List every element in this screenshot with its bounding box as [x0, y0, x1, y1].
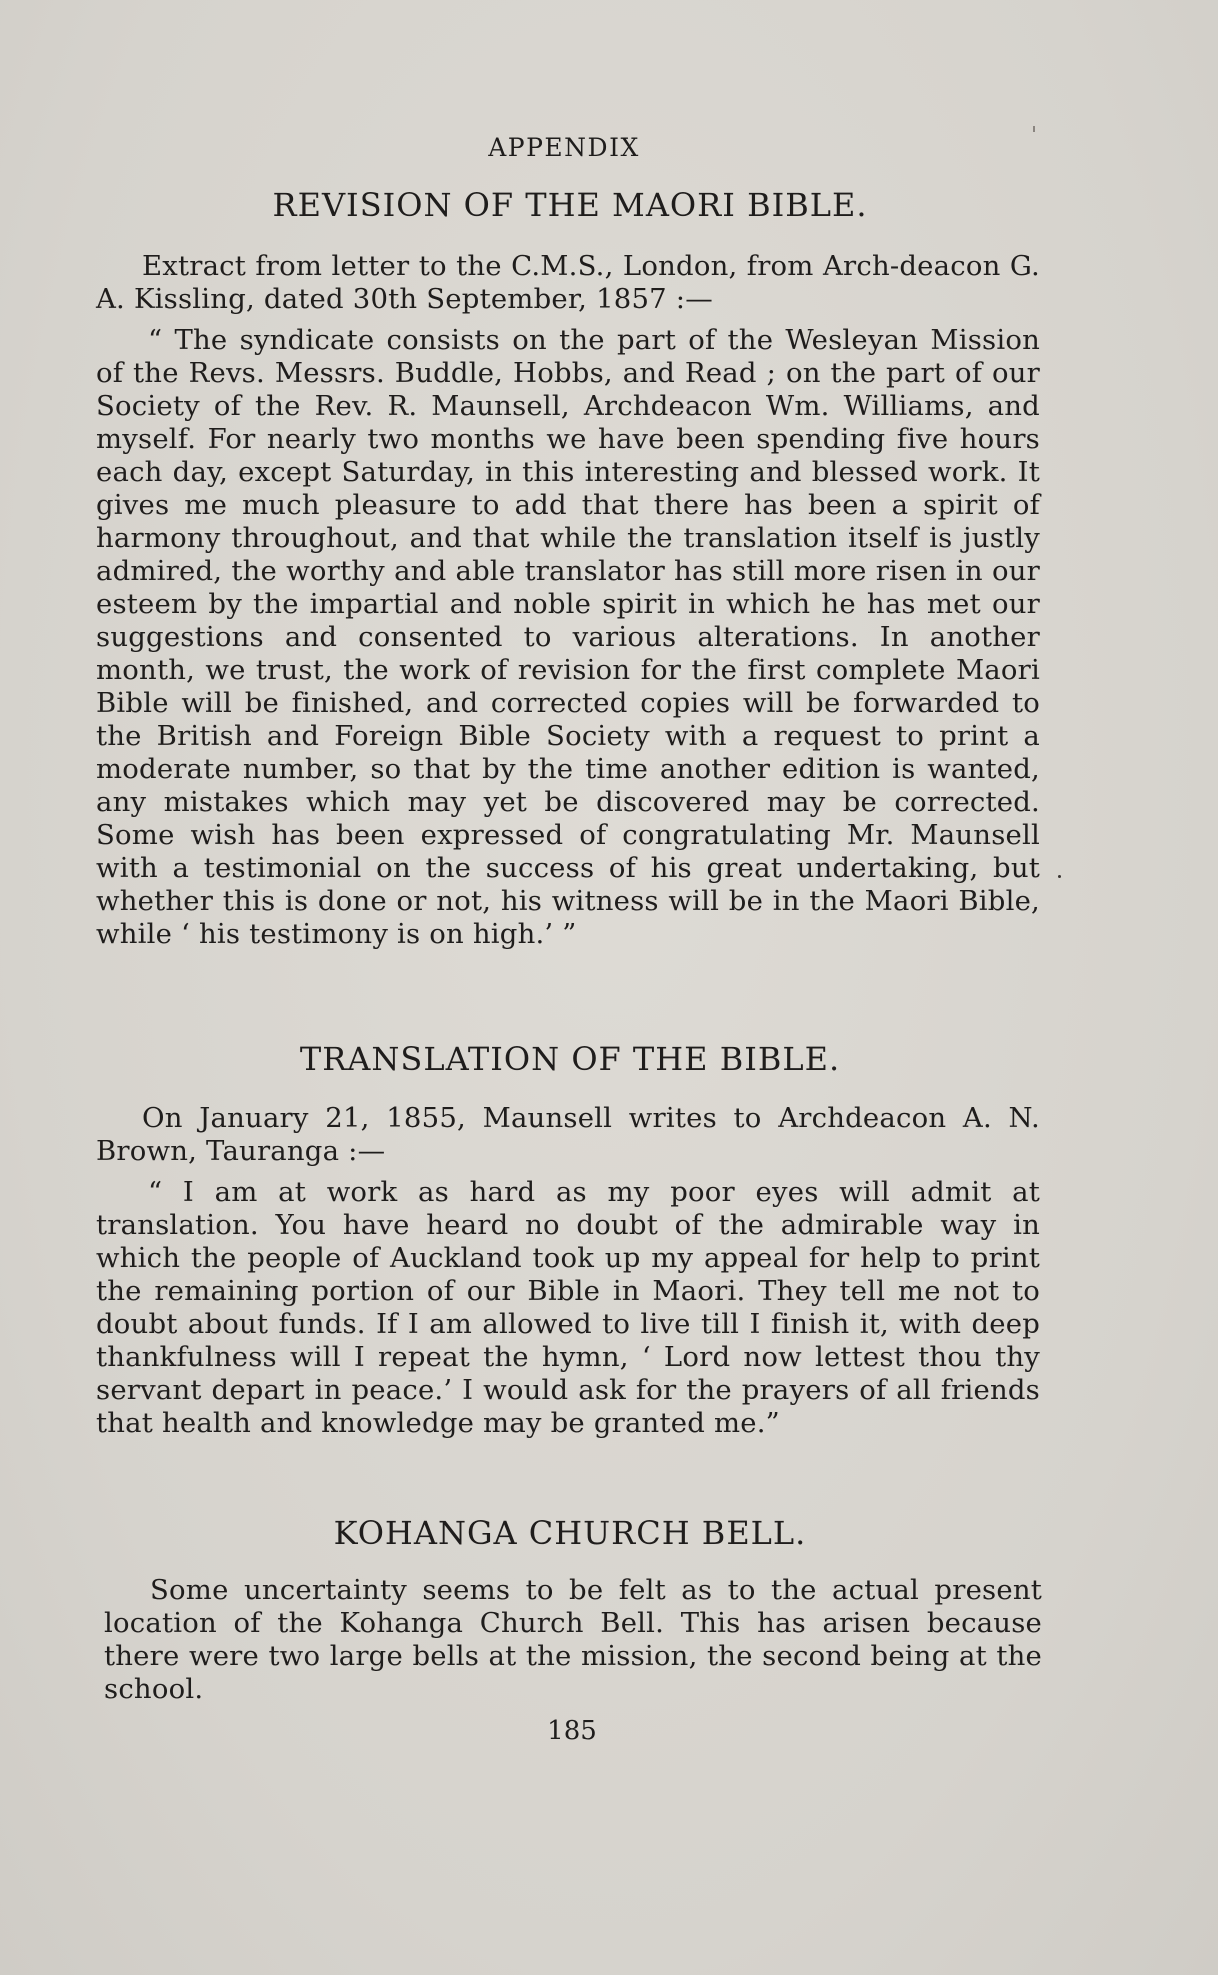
- paragraph-extract-intro: Extract from letter to the C.M.S., London, from Arch-deacon G. A. Kissling, dated 30th September, 1857 :—: [96, 250, 1040, 315]
- paragraph-kohanga-bell: Some uncertainty seems to be felt as to the actual present location of the Kohanga Church Bell. This has arisen because there were two large bells at the mission, the second being at the school.: [104, 1574, 1042, 1705]
- paragraph-syndicate-quote: “ The syndicate consists on the part of the Wesleyan Mission of the Revs. Messrs. Buddle, Hobbs, and Read ; on the part of our Society of the Rev. R. Maunsell, Archdeacon Wm. Williams, and myself. For nearly two months we have been spending five hours each day, except Saturday, in this interesting and blessed work. It gives me much pleasure to add that there has been a spirit of harmony throughout, and that while the translation itself is justly admired, the worthy and able translator has still more risen in our esteem by the impartial and noble spirit in which he has met our suggestions and consented to various alterations. In another month, we trust, the work of revision for the first complete Maori Bible will be finished, and corrected copies will be forwarded to the British and Foreign Bible Society with a request to print a moderate number, so that by the time another edition is wanted, any mistakes which may yet be discovered may be corrected. Some wish has been expressed of congratulating Mr. Maunsell with a testimonial on the success of his great undertaking, but whether this is done or not, his witness will be in the Maori Bible, while ‘ his testimony is on high.’ ”: [96, 324, 1040, 950]
- paper-blemish: [1033, 126, 1035, 132]
- paragraph-maunsell-quote: “ I am at work as hard as my poor eyes will admit at translation. You have heard no doubt of the admirable way in which the people of Auckland took up my appeal for help to print the remaining portion of our Bible in Maori. They tell me not to doubt about funds. If I am allowed to live till I finish it, with deep thankfulness will I repeat the hymn, ‘ Lord now lettest thou thy servant depart in peace.’ I would ask for the prayers of all friends that health and knowledge may be granted me.”: [96, 1176, 1040, 1439]
- section-title-translation: TRANSLATION OF THE BIBLE.: [299, 1040, 841, 1078]
- section-title-revision: REVISION OF THE MAORI BIBLE.: [272, 186, 868, 224]
- running-head: APPENDIX: [488, 133, 640, 162]
- section-body-revision: [96, 250, 1040, 951]
- section-body-kohanga: [104, 1574, 1042, 1706]
- margin-mark: [1058, 875, 1061, 878]
- page-number: 185: [547, 1716, 597, 1746]
- section-title-kohanga: KOHANGA CHURCH BELL.: [333, 1514, 807, 1552]
- section-body-translation: [96, 1102, 1040, 1440]
- paragraph-maunsell-intro: On January 21, 1855, Maunsell writes to Archdeacon A. N. Brown, Tauranga :—: [96, 1102, 1040, 1167]
